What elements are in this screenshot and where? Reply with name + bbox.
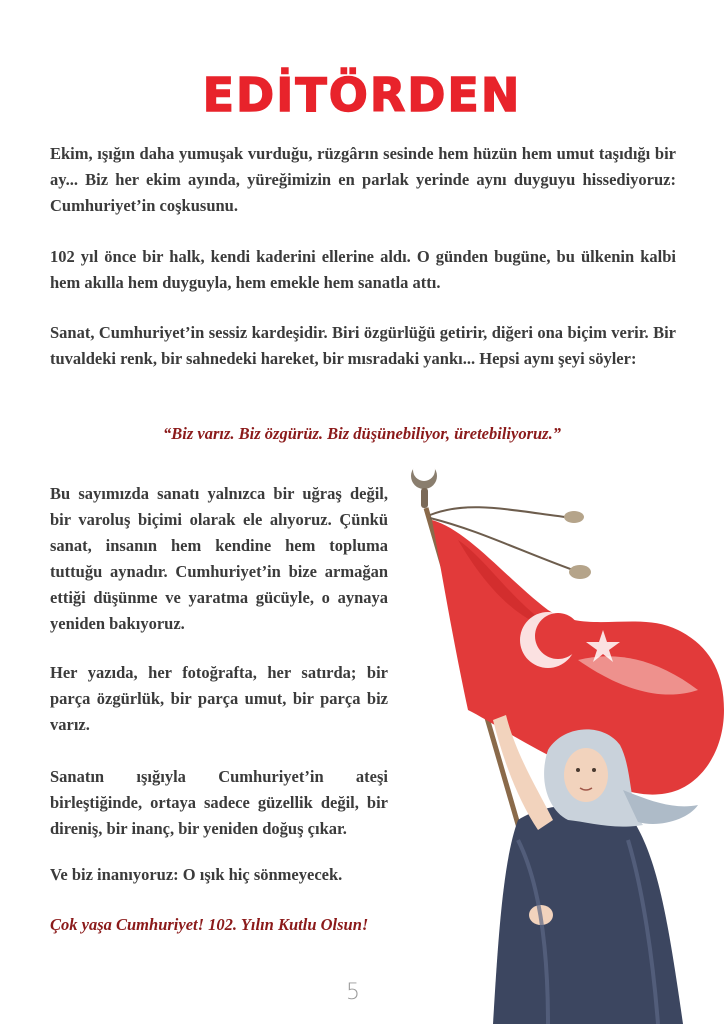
paragraph-issue: Bu sayımızda sanatı yalnızca bir uğraş değil, bir varoluş biçimi olarak ele alıyoruz. Çünkü sanat, insanın hem kendine hem topluma tuttuğu aynadır. Cumhuriyet’in bize armağan ettiği düşünme ve yaratma gücüyle, o aynaya yeniden bakıyoruz. [50,484,388,633]
closing-line: Çok yaşa Cumhuriyet! 102. Yılın Kutlu Olsun! [50,915,369,934]
tassel-icon [569,565,591,579]
paragraph-intro: Ekim, ışığın daha yumuşak vurduğu, rüzgârın sesinde hem hüzün hem umut taşıdığı bir ay... Biz her ekim ayında, yüreğimizin en parlak yerinde aynı duyguyu hissediyoruz: Cumhuriyet’in coşkusunu. [50,144,676,215]
paragraph-art: Sanat, Cumhuriyet’in sessiz kardeşidir. Biri özgürlüğü getirir, diğeri ona biçim verir. Bir tuvaldeki renk, bir sahnedeki hareket, bir mısradaki yankı... Hepsi aynı şeyi söyler: [50,323,676,368]
woman-with-flag-illustration [398,460,724,1024]
paragraph-belief: Ve biz inanıyoruz: O ışık hiç sönmeyecek. [50,865,343,884]
face [564,748,608,802]
pull-quote: “Biz varız. Biz özgürüz. Biz düşünebiliyor, üretebiliyoruz.” [163,424,561,443]
paragraph-light: Sanatın ışığıyla Cumhuriyet’in ateşi birleştiğinde, ortaya sadece güzellik değil, bir direniş, bir inanç, bir yeniden doğuş çıkar. [50,767,388,838]
tassel-icon [564,511,584,523]
page-title: EDİTÖRDEN [202,68,522,122]
page-number: 5 [346,980,360,1005]
paragraph-history: 102 yıl önce bir halk, kendi kaderini ellerine aldı. O günden bugüne, bu ülkenin kalbi hem akılla hem duyguyla, hem emekle hem sanatla attı. [50,247,676,292]
crescent-finial-icon [411,460,437,508]
paragraph-every-piece: Her yazıda, her fotoğrafta, her satırda; bir parça özgürlük, bir parça umut, bir parça biz varız. [50,663,388,734]
